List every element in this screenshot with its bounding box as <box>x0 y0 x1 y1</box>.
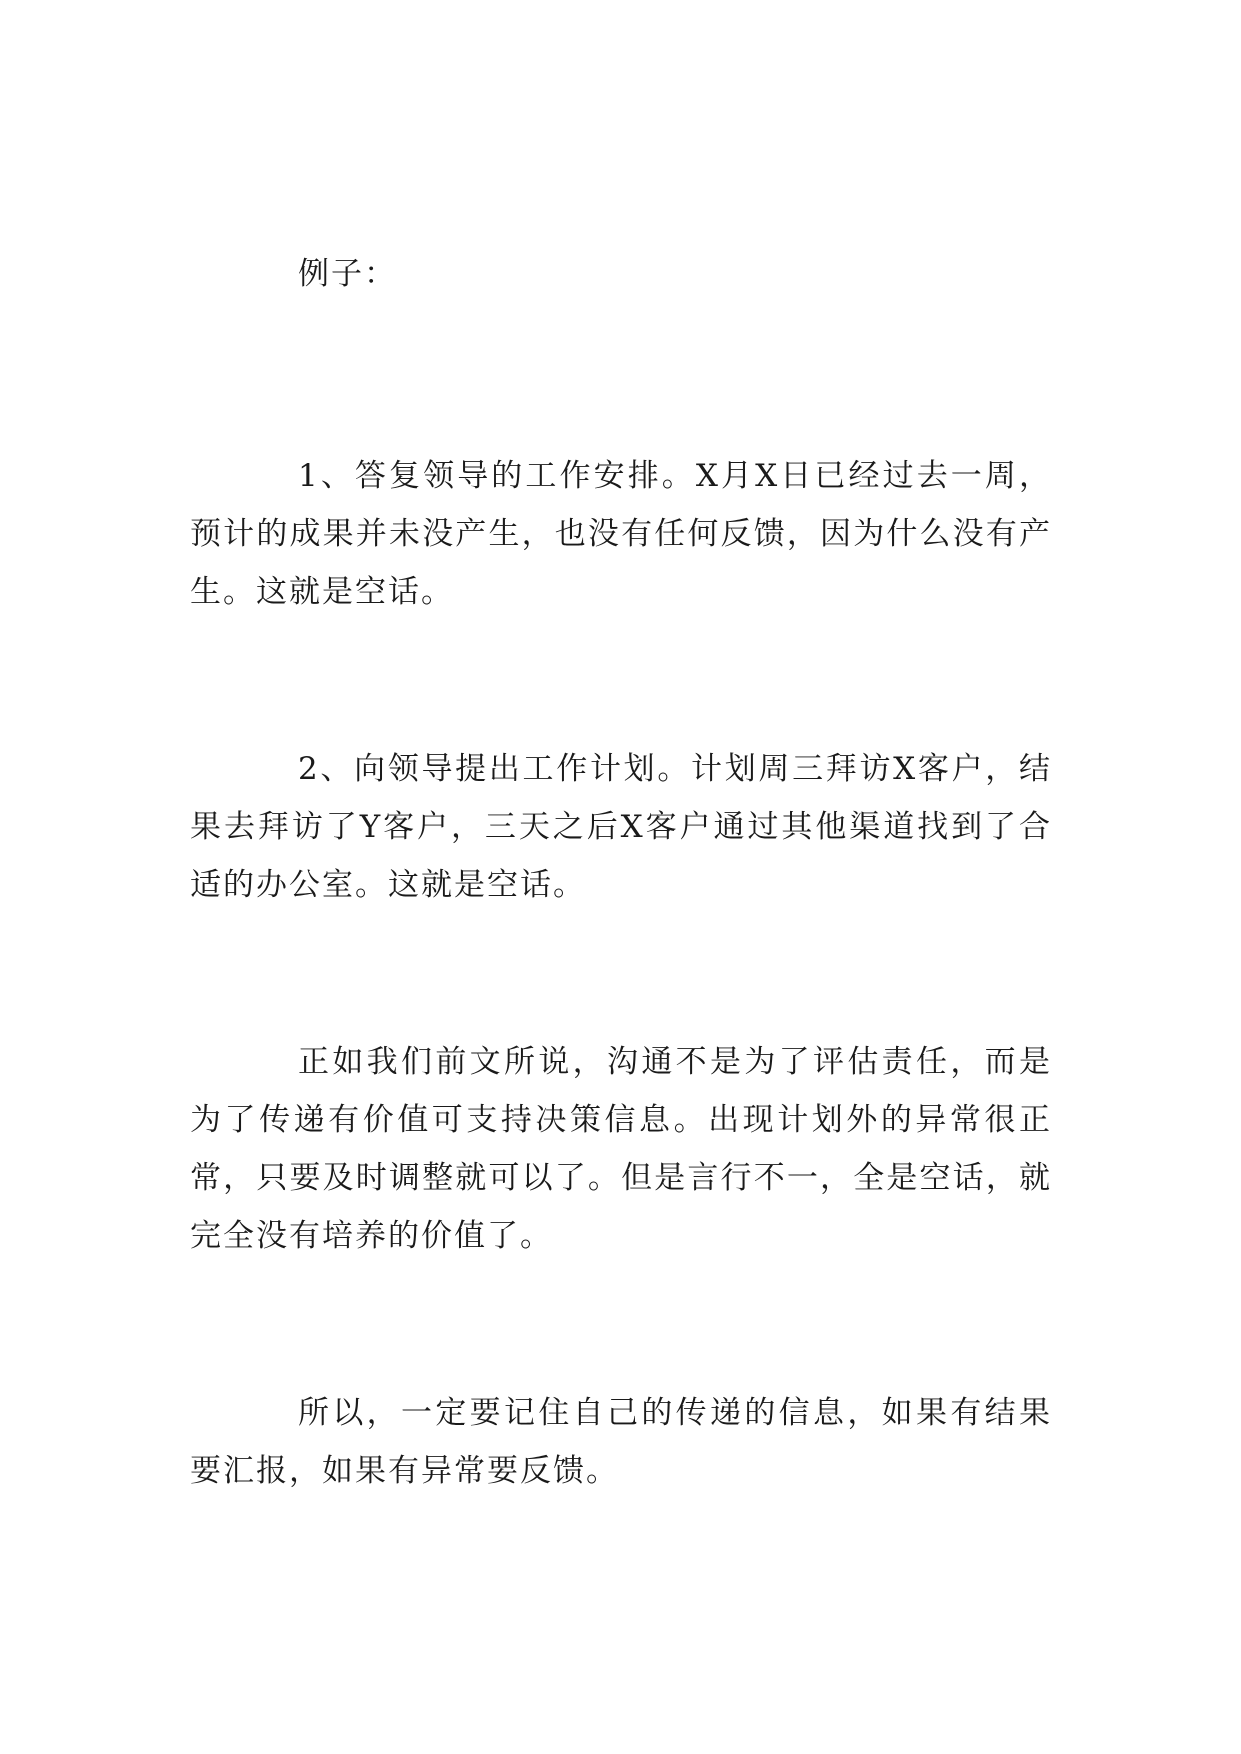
paragraph-explanation: 正如我们前文所说，沟通不是为了评估责任，而是为了传递有价值可支持决策信息。出现计划外的异常很正常，只要及时调整就可以了。但是言行不一，全是空话，就完全没有培养的价值了。 <box>190 1044 1052 1254</box>
paragraph-heading-example: 例子： <box>298 256 397 292</box>
paragraph-example-2: 2、向领导提出工作计划。计划周三拜访X客户，结果去拜访了Y客户，三天之后X客户通过其他渠道找到了合适的办公室。这就是空话。 <box>190 751 1052 903</box>
paragraph-conclusion: 所以，一定要记住自己的传递的信息，如果有结果要汇报，如果有异常要反馈。 <box>190 1395 1052 1489</box>
paragraph-example-1: 1、答复领导的工作安排。X月X日已经过去一周，预计的成果并未没产生，也没有任何反馈，因为什么没有产生。这就是空话。 <box>190 458 1052 610</box>
